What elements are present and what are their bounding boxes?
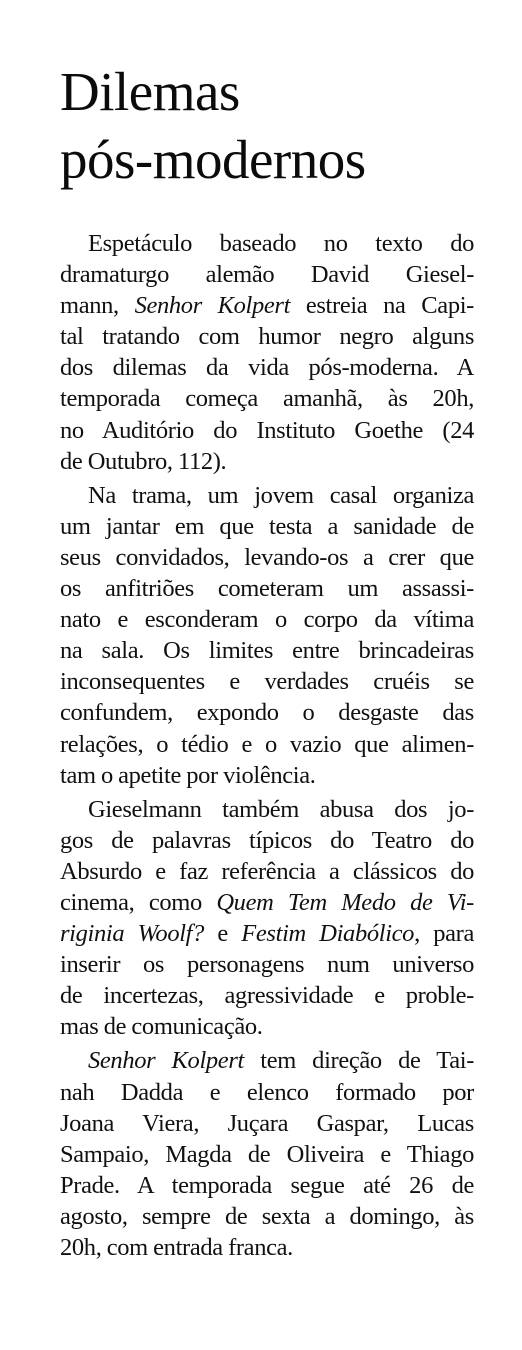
text-line bbox=[60, 352, 474, 383]
headline bbox=[60, 58, 500, 194]
text-run: estreia na Capi- bbox=[290, 292, 474, 320]
text-run: cinema, como bbox=[60, 888, 217, 916]
text-line bbox=[60, 729, 474, 760]
headline-line-1: Dilemas bbox=[60, 61, 240, 122]
text-line bbox=[60, 1045, 474, 1076]
text-line bbox=[60, 604, 474, 635]
text-run: tal tratando com humor negro alguns bbox=[60, 323, 474, 351]
text-run: na sala. Os limites entre brincadeiras bbox=[60, 637, 474, 665]
text-run: um jantar em que testa a sanidade de bbox=[60, 512, 474, 540]
text-run: nah Dadda e elenco formado por bbox=[60, 1078, 474, 1106]
text-run: Joana Viera, Juçara Gaspar, Lucas bbox=[60, 1109, 474, 1137]
text-run: no Auditório do Instituto Goethe (24 bbox=[60, 416, 474, 444]
headline-line-2: pós-modernos bbox=[60, 129, 366, 190]
text-line bbox=[60, 1108, 474, 1139]
text-line bbox=[60, 383, 474, 414]
text-run: os anfitriões cometeram um assassi- bbox=[60, 575, 474, 603]
text-run: temporada começa amanhã, às 20h, bbox=[60, 385, 474, 413]
text-line bbox=[60, 415, 474, 446]
text-run: Na trama, um jovem casal organiza bbox=[88, 481, 474, 509]
text-line bbox=[60, 542, 474, 573]
text-line bbox=[60, 697, 474, 728]
text-run: tem direção de Tai- bbox=[243, 1047, 474, 1075]
text-line bbox=[60, 228, 474, 259]
text-line bbox=[60, 887, 474, 918]
text-run: Gieselmann também abusa dos jo- bbox=[88, 795, 474, 823]
text-line bbox=[60, 321, 474, 352]
text-run: 20h, com entrada franca. bbox=[60, 1234, 293, 1261]
text-run: relações, o tédio e o vazio que alimen- bbox=[60, 730, 474, 758]
text-line bbox=[60, 511, 474, 542]
text-line bbox=[60, 1170, 474, 1201]
text-line bbox=[60, 480, 474, 511]
text-run: inserir os personagens num universo bbox=[60, 951, 474, 979]
italic-title: Senhor Kolpert bbox=[134, 292, 291, 320]
italic-title: Senhor Kolpert bbox=[88, 1047, 244, 1075]
text-run: gos de palavras típicos do Teatro do bbox=[60, 826, 474, 854]
text-line bbox=[60, 856, 474, 887]
text-line bbox=[60, 573, 474, 604]
text-run: mas de comunicação. bbox=[60, 1013, 263, 1041]
text-line bbox=[60, 666, 474, 697]
text-line bbox=[60, 635, 474, 666]
text-line bbox=[60, 949, 474, 980]
text-run: Absurdo e faz referência a clássicos do bbox=[60, 857, 474, 885]
text-line bbox=[60, 918, 474, 949]
text-run: dramaturgo alemão David Giesel- bbox=[60, 261, 474, 289]
text-run: , para bbox=[414, 920, 474, 948]
text-line bbox=[60, 794, 474, 825]
article-body bbox=[60, 228, 474, 1266]
text-run: Prade. A temporada segue até 26 de bbox=[60, 1171, 474, 1199]
paragraph bbox=[60, 794, 474, 1043]
text-run: inconsequentes e verdades cruéis se bbox=[60, 668, 474, 696]
italic-title: riginia Woolf? bbox=[60, 920, 205, 948]
paragraph bbox=[60, 480, 474, 791]
text-line bbox=[60, 1077, 474, 1108]
text-run: de Outubro, 112). bbox=[60, 447, 227, 475]
paragraph bbox=[60, 1045, 474, 1263]
text-run: Espetáculo baseado no texto do bbox=[88, 230, 474, 257]
italic-title: Quem Tem Medo de Vi- bbox=[216, 888, 474, 916]
text-run: tam o apetite por violência. bbox=[60, 761, 316, 789]
text-run: seus convidados, levando-os a crer que bbox=[60, 543, 474, 571]
italic-title: Festim Diabólico bbox=[241, 920, 415, 948]
text-line bbox=[60, 1232, 474, 1263]
text-run: dos dilemas da vida pós-moderna. A bbox=[60, 354, 474, 382]
paragraph bbox=[60, 228, 474, 477]
text-line bbox=[60, 760, 474, 791]
text-line bbox=[60, 1201, 474, 1232]
text-line bbox=[60, 825, 474, 856]
text-run: nato e esconderam o corpo da vítima bbox=[60, 606, 474, 634]
text-run: confundem, expondo o desgaste das bbox=[60, 699, 474, 727]
text-line bbox=[60, 259, 474, 290]
text-run: mann, bbox=[60, 292, 135, 320]
text-line bbox=[60, 290, 474, 321]
text-line bbox=[60, 980, 474, 1011]
text-run: e bbox=[204, 920, 242, 948]
text-line bbox=[60, 1011, 474, 1042]
text-run: Sampaio, Magda de Oliveira e Thiago bbox=[60, 1140, 474, 1168]
text-run: agosto, sempre de sexta a domingo, às bbox=[60, 1202, 474, 1230]
text-run: de incertezas, agressividade e proble- bbox=[60, 982, 474, 1010]
text-line bbox=[60, 446, 474, 477]
text-line bbox=[60, 1139, 474, 1170]
